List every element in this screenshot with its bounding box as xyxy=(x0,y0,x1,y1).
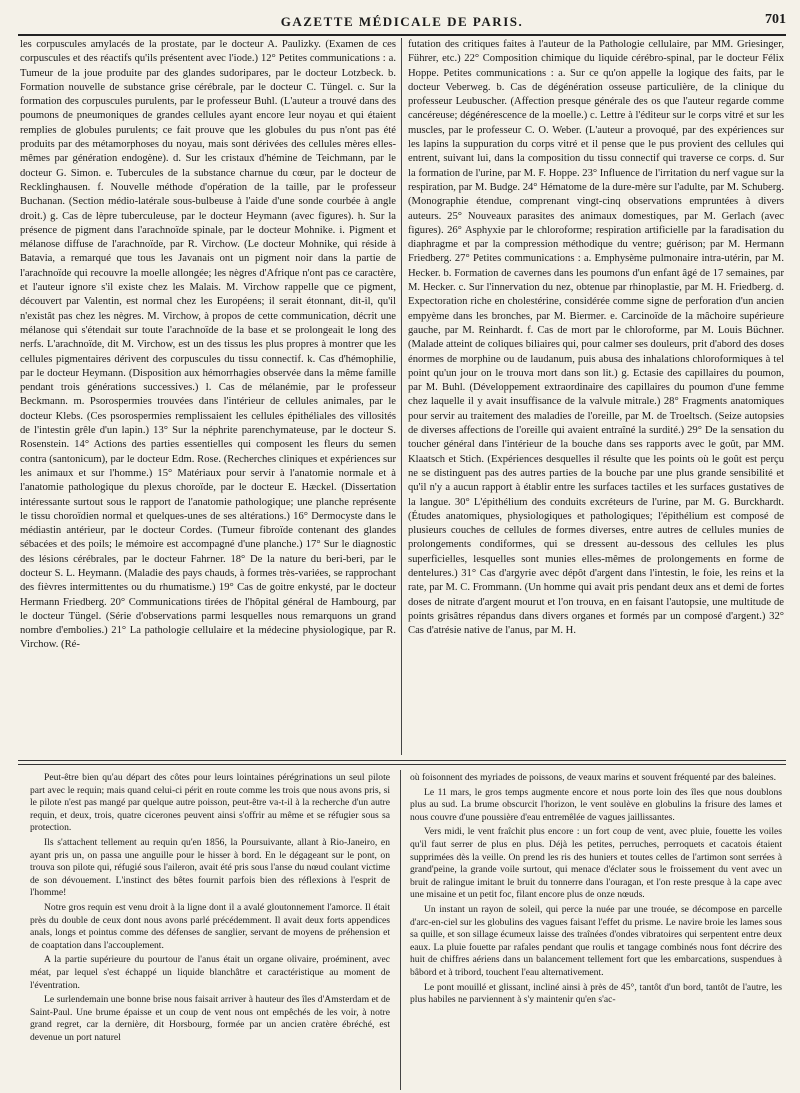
paragraph: Notre gros requin est venu droit à la ligne dont il a avalé gloutonnement l'amorce. Il était près du double de ceux dont nous avons parlé précédemment. Il avait deux forts appendices anals, longs et pointus comme des défenses de sanglier, servant de moyens de préhension et de coaptation dans l'accouplement. xyxy=(30,901,390,951)
paragraph: Peut-être bien qu'au départ des côtes pour leurs lointaines pérégrinations un seul pilote part avec le requin; mais quand celui-ci périt en route comme les trois que nous avons pris, si le pilote n'est pas mangé par quelque autre poisson, peut-être va-t-il à la recherche d'un autre requin, et deux, trois, quatre cicerones peuvent ainsi s'offrir au même et se réfugier sous sa protection. xyxy=(30,772,390,834)
top-left-column xyxy=(20,38,396,755)
paragraph: les corpuscules amylacés de la prostate, par le docteur A. Paulizky. (Examen de ces corpuscules et des réactifs qu'ils présentent avec l'iode.) 12° Petites communications : a. Tumeur de la joue produite par des glandes sudoripares, par le docteur Lotzbeck. b. Formation nouvelle de substance grise cérébrale, par le docteur C. Tüngel. c. Sur la formation des corpuscules purulents, par le professeur Buhl. (L'auteur a trouvé dans des poumons de pneumoniques de grandes cellules ayant encore leur noyau et qui étaient remplies de globules purulents; ce fait prouve que les globules du pus n'ont pas été produits par des métamorphoses du noyau, mais sont dérivées des cellules mères elles-mêmes par génération endogène). d. Sur les cristaux d'hémine de Teichmann, par le docteur G. Simon. e. Tubercules de la substance charnue du cœur, par le docteur de Recklinghausen. f. Nouvelle méthode d'opération de la taille, par le professeur Buchanan. (Section médio-latérale sous-bulbeuse à l'aide d'une sonde courbée à angle droit.) g. Cas de lèpre tuberculeuse, par le docteur Heymann (avec figures). h. Sur la présence de pigment dans l'arachnoïde spinale, par le docteur Mohnike. i. Pigment et mélanose diffuse de l'arachnoïde, par R. Virchow. (Le docteur Mohnike, qui réside à Batavia, a remarqué que tous les Javanais ont un pigment noir dans la partie de l'arachnoïde qui recouvre la moelle allongée; les nègres d'Afrique n'ont pas ce caractère, et l'auteur ignore s'il existe chez les Malais. M. Virchow rappelle que ce pigment, découvert par Valentin, est normal chez les Européens; il serait étonnant, dit-il, qu'il n'existât pas chez les nègres. M. Virchow, à propos de cette communication, décrit une mélanose qui s'étendait sur toute l'arachnoïde de la base et se prolongeait le long des nerfs. L'arachnoïde, dit M. Virchow, est un des tissus les plus propres à montrer que les cellules pigmentaires dérivent des corpuscules du tissu connectif. k. Cas d'hémophilie, par le docteur Heymann. (Disposition aux hémorrhagies observée dans la même famille pendant trois générations successives.) l. Cas de mélanémie, par le professeur Beckmann. m. Psorospermies trouvées dans l'intérieur de cellules animales, par le docteur Klebs. (Ces psorospermies remplissaient les cellules épithéliales des villosités de l'intestin grêle d'un lapin.) 13° Sur la néphrite parenchymateuse, par le docteur S. Rosenstein. 14° Actions des parties essentielles qui composent les fleurs du semen contra (santonicum), par le docteur Edm. Rose. (Recherches cliniques et expériences sur les animaux et sur l'homme.) 15° Matériaux pour servir à l'anatomie normale et à l'anatomie pathologique du plexus choroïde, par le docteur E. Hæckel. (Dissertation intéressante surtout sous le rapport de l'anatomie pathologique; une planche représente le tissu choroïdien normal et quelques-unes de ses altérations.) 16° Dermocyste dans le médiastin antérieur, par le docteur Cordes. (Tumeur fibroïde contenant des glandes sébacées et des poils; le mémoire est accompagné d'une planche.) 17° Sur le diagnostic des lésions cérébrales, par le docteur Fahrner. 18° De la nature du beri-beri, par le docteur S. L. Heymann. (Maladie des pays chauds, à formes très-variées, se rapprochant des fièvres intermittentes ou du rhumatisme.) 19° Cas de goitre enkysté, par le docteur Hermann Friedberg. 20° Communications tirées de l'hôpital général de Hambourg, par le docteur Tüngel. (Série d'observations parmi lesquelles nous remarquons un grand nombre d'embolies.) 21° La pathologie cellulaire et la médecine physiologique, par R. Virchow. (Ré- xyxy=(20,39,396,651)
journal-title: GAZETTE MÉDICALE DE PARIS. xyxy=(280,14,524,29)
bottom-left-column xyxy=(30,772,390,1090)
paragraph: Ils s'attachent tellement au requin qu'en 1856, la Poursuivante, allant à Rio-Janeiro, en ayant pris un, on passa une anguille pour le hisser à bord. En le dégageant sur le pont, on trouva son pilote qui, réfugié sous l'aileron, avait été pris sous l'anse du nœud coulant victime de son dévouement. L'instinct des bêtes fournit parfois bien des réflexions à l'esprit de l'homme! xyxy=(30,836,390,899)
paragraph: Le 11 mars, le gros temps augmente encore et nous porte loin des îles que nous doublons plus au sud. La brume obscurcit l'horizon, le vent soulève en globulins la frisure des lames et nous couvre d'une poussière d'eau entremêlée de vagues jaillissantes. xyxy=(410,786,782,823)
column-divider xyxy=(400,770,401,1090)
paragraph: futation des critiques faites à l'auteur de la Pathologie cellulaire, par MM. Griesinger, Führer, etc.) 22° Composition chimique du liquide cérébro-spinal, par le docteur Félix Hoppe. Petites communications : a. Sur ce qu'on appelle la logique des faits, par le docteur Veberweg. b. Cas de dégénération osseuse particulière, de la clinique du professeur Leubuscher. (Affection presque générale des os que l'auteur regarde comme cancéreuse; dégénérescence de la moelle.) c. Lettre à l'éditeur sur le corps vitré et sur les muscles, par le professeur C. O. Weber. (L'auteur a provoqué, par des expériences sur les lapins la suppuration du corps vitré et il pense que le pus provient des cellules qui entrent, suivant lui, dans la composition du tissu connectif qui traverse ce corps. d. Sur la formation de l'urine, par M. F. Hoppe. 23° Influence de l'irritation du nerf vague sur la respiration, par M. Budge. 24° Hématome de la dure-mère sur l'adulte, par M. Schuberg. (Monographie étendue, comprenant vingt-cinq observations empruntées à divers auteurs. 25° Nouveaux parasites des animaux domestiques, par M. Gerlach (avec figures). 26° Asphyxie par le chloroforme; respiration artificielle par la faradisation du diaphragme et par la compression méthodique du ventre; guérison; par M. Hermann Friedberg. 27° Petites communications : a. Emphysème pulmonaire intra-utérin, par M. Hecker. b. Formation de cavernes dans les poumons d'un enfant âgé de 17 semaines, par M. Hecker. c. Sur l'innervation du nez, obtenue par rhinoplastie, par M. H. Friedberg. d. Expectoration riche en cholestérine, considérée comme signe de perforation d'un ancien empyème dans les bronches, par M. Biermer. e. Carcinoïde de la mâchoire supérieure gauche, par M. Reinhardt. f. Cas de mort par le chloroforme, par M. Louis Büchner. (Malade atteint de coliques biliaires qui, pour calmer ses douleurs, prit d'abord des doses énormes de morphine ou de laudanum, puis abusa des inhalations chloroformiques à tel point qu'un jour on le trouva mort dans son lit.) g. Ectasie des capillaires du poumon, par M. Buhl. (Développement extraordinaire des capillaires du poumon d'une femme chez laquelle il y avait insuffisance de la valvule mitrale.) 28° Fragments anatomiques pour servir au traitement des maladies de l'oreille, par M. de Troeltsch. (Seize autopsies de diverses affections de l'oreille qui avaient entraîné la surdité.) 29° De la sensation du toucher général dans l'intérieur de la bouche dans ses rapports avec le goût, par MM. Klaatsch et Stich. (Expériences desquelles il résulte que les points où le goût est perçu ne se distinguent pas des autres parties de la bouche par une plus grande sensibilité et qu'il n'y a aucun rapport à établir entre les surfaces tactiles et les surfaces gustatives de la langue. 30° L'épithélium des conduits excréteurs de l'urine, par M. G. Burckhardt. (Études anatomiques, physiologiques et pathologiques; l'épithélium est composé de plusieurs couches de cellules de formes diverses, entre autres de cellules munies de prolongements condiformes, qui se dressent au-dessous des cellules les plus superficielles, lesquelles sont munies elles-mêmes de prolongements en forme de dentelures.) 31° Cas d'argyrie avec dépôt d'argent dans l'intestin, le foie, les reins et la rate, par M. C. Frommann. (Un homme qui avait pris pendant deux ans et demi de fortes doses de nitrate d'argent mourut et l'on trouva, en en faisant l'autopsie, une multitude de points grisâtres répandus dans divers organes et formés par un composé d'argent.) 32° Cas d'atrésie native de l'anus, par M. H. xyxy=(408,39,784,637)
top-right-column xyxy=(408,38,784,755)
page-number: 701 xyxy=(765,12,786,27)
paragraph: Le pont mouillé et glissant, incliné ainsi à près de 45°, tantôt d'un bord, tantôt de l'autre, les plus habiles ne parviennent à s'y maintenir qu'en s'ac- xyxy=(410,981,782,1006)
paragraph: Le surlendemain une bonne brise nous faisait arriver à hauteur des îles d'Amsterdam et de Saint-Paul. Une brume épaisse et un coup de vent nous ont empêchés de les voir, à notre grand regret, car la dernière, dit Horsbourg, formée par un ancien cratère ébréché, est devenue un port naturel xyxy=(30,994,390,1043)
paragraph: A la partie supérieure du pourtour de l'anus était un organe olivaire, proéminent, avec méat, par lequel s'est échappé un liquide blanchâtre et caractéristique au moment de l'éventration. xyxy=(30,954,390,991)
paragraph: Vers midi, le vent fraîchit plus encore : un fort coup de vent, avec pluie, fouette les voiles qu'il faut serrer de plus en plus. Déjà les petites, perruches, perroquets et cacatois étaient supprimées dès la veille. On prend les ris des huniers et toutes celles de l'artimon sont serrées à grand'peine, la grande voile surtout, qui menace d'éclater sous le froissement du vent avec un bruit de ralingue imitant le bruit du tonnerre dans l'ouragan, et l'on reste presque à la cape avec une misaine et un petit foc, filant encore plus de onze nœuds. xyxy=(410,826,782,901)
paragraph: où foisonnent des myriades de poissons, de veaux marins et souvent fréquenté par des baleines. xyxy=(410,772,777,783)
paragraph: Un instant un rayon de soleil, qui perce la nuée par une trouée, se décompose en parcelle d'arc-en-ciel sur les globulins des vagues faisant l'effet du prisme. Le navire broie les lames sous sa quille, et son sillage écumeux laisse des traînées d'ondes vibratoires qui serpentent entre deux eaux. La pluie fouette par rafales pendant que roulis et tangage combinés nous font décrire des huit de chiffres aériens dans un balancement tellement fort que les embarcations, suspendues à bâbord et à tribord, touchent l'eau alternativement. xyxy=(410,903,782,978)
section-rule xyxy=(18,760,786,761)
page-header xyxy=(18,6,786,32)
section-rule xyxy=(18,764,786,765)
column-divider xyxy=(401,38,402,755)
bottom-right-column xyxy=(410,772,782,1090)
header-rule xyxy=(18,34,786,36)
